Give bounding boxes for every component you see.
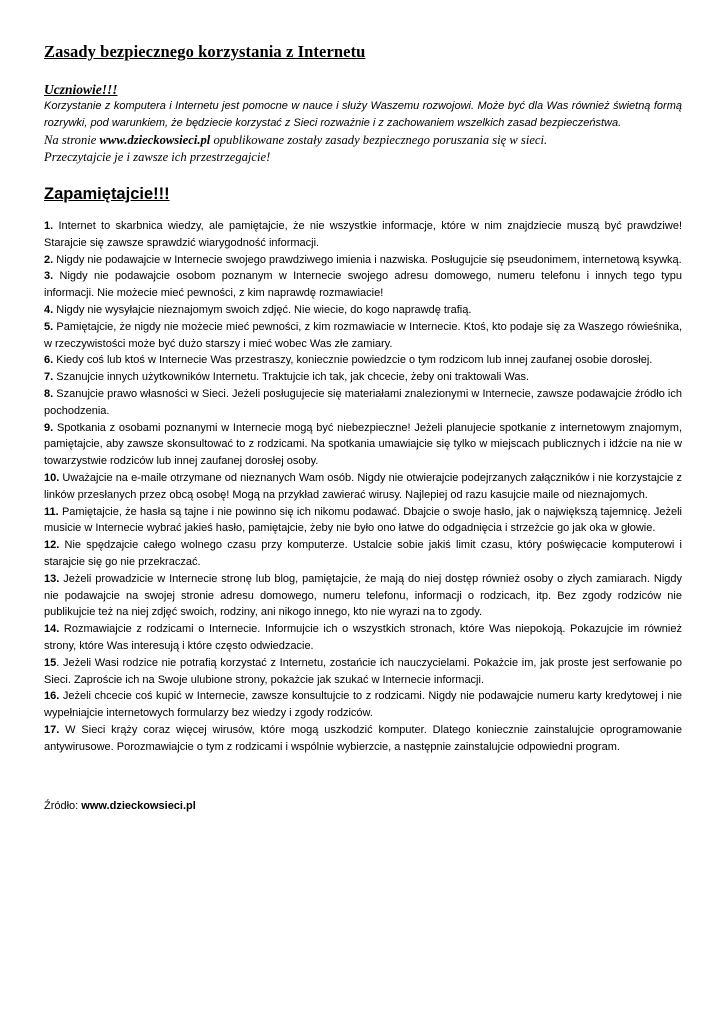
rule-text: Jeżeli prowadzicie w Internecie stronę lub blog, pamiętajcie, że mają do niej dostęp również osoby o złych zamiarach. Nigdy nie podawajcie na swojej stronie adresu domowego, numeru telefonu, informacji o rodzicach, itp. Bez zgody rodziców nie publikujcie też na niej zdjęć swoich, rodziny, ani nikogo innego, kto nie wyrazi na to zgody. <box>44 572 682 619</box>
intro-section <box>44 82 682 165</box>
rule-number: 12. <box>44 539 60 552</box>
rule-number: 5. <box>44 320 54 333</box>
rule-number: 8. <box>44 387 54 400</box>
intro-closing: Przeczytajcie je i zawsze ich przestrzegajcie! <box>44 149 271 164</box>
intro-paragraph: Korzystanie z komputera i Internetu jest pomocne w nauce i służy Waszemu rozwojowi. Może być dla Was również świetną formą rozrywki, pod warunkiem, że będziecie korzystać z Sieci rozważnie i z zachowaniem wszelkich zasad bezpieczeństwa. <box>44 100 682 129</box>
rule-item <box>44 504 682 538</box>
rule-item <box>44 218 682 252</box>
intro-label: Uczniowie!!! <box>44 82 118 97</box>
rule-text: Rozmawiajcie z rodzicami o Internecie. Informujcie ich o wszystkich stronach, które Was niepokoją. Pokazujcie im również strony, które Was interesują i które często odwiedzacie. <box>44 623 682 652</box>
rule-number: 11. <box>44 505 59 518</box>
rule-item <box>44 352 682 369</box>
rule-item <box>44 252 682 269</box>
rule-text: Nie spędzajcie całego wolnego czasu przy komputerze. Ustalcie sobie jakiś limit czasu, który poświęcacie komputerowi i starajcie się go nie przekraczać. <box>44 539 682 568</box>
rule-text: Szanujcie innych użytkowników Internetu. Traktujcie ich tak, jak chcecie, żeby oni traktowali Was. <box>53 371 530 384</box>
rule-number: 4. <box>44 303 54 316</box>
rule-number: 7. <box>44 371 54 384</box>
rule-number: 14. <box>44 623 60 636</box>
rule-number: 13. <box>44 572 60 585</box>
rule-text: Uważajcie na e-maile otrzymane od nieznanych Wam osób. Nigdy nie otwierajcie podejrzanych załączników i nie korzystajcie z linków przesłanych przez obcą osobę! Mogą na przykład zawierać wirusy. Najlepiej od razu kasujcie maile od nieznajomych. <box>44 471 682 501</box>
rule-text: Nigdy nie podawajcie osobom poznanym w Internecie swojego adresu domowego, numeru telefonu i innych tego typu informacji. Nie możecie mieć pewności, z kim naprawdę rozmawiacie! <box>44 270 682 300</box>
document-page <box>44 42 682 812</box>
rule-item <box>44 369 682 386</box>
rule-item <box>44 386 682 420</box>
rule-text: Internet to skarbnica wiedzy, ale pamiętajcie, że nie wszystkie informacje, które w nim znajdziecie muszą być prawdziwe! Starajcie się zawsze sprawdzić wiarygodność informacji. <box>44 220 682 249</box>
rule-number: 3. <box>44 270 54 283</box>
rule-text: Jeżeli chcecie coś kupić w Internecie, zawsze konsultujcie to z rodzicami. Nigdy nie podawajcie numeru karty kredytowej i nie wypełniajcie internetowych formularzy bez wiedzy i zgody rodziców. <box>44 690 682 720</box>
rule-item <box>44 420 682 470</box>
intro-site-suffix: opublikowane zostały zasady bezpiecznego poruszania się w sieci. <box>210 133 548 147</box>
rule-number: 17. <box>44 723 60 736</box>
rule-text: . Jeżeli Wasi rodzice nie potrafią korzystać z Internetu, zostańcie ich nauczycielami. Pokażcie im, jak proste jest serfowanie po Sieci. Zaproście ich na Swoje ulubione strony, pokażcie jak szukać w Internecie informacji. <box>44 656 682 686</box>
rule-item <box>44 268 682 302</box>
rule-number: 10. <box>44 471 60 484</box>
rule-item <box>44 688 682 722</box>
rule-text: Pamiętajcie, że hasła są tajne i nie powinno się ich nikomu podawać. Dbajcie o swoje hasło, jak o największą tajemnicę. Jeżeli musicie w Internecie wybrać jakieś hasło, pamiętajcie, żeby nie było ono łatwe do odgadnięcia i strzeżcie go jak oka w głowie. <box>44 505 682 535</box>
rules-list <box>44 218 682 756</box>
source-url: www.dzieckowsieci.pl <box>81 799 196 812</box>
rule-number: 2. <box>44 253 54 266</box>
rule-text: Spotkania z osobami poznanymi w Internecie mogą być niebezpieczne! Jeżeli planujecie spotkanie z internetowym znajomym, pamiętajcie, aby zawsze skonsultować to z rodzicami. Na spotkania umawiajcie się tylko w miejscach publicznych i idźcie na nie w towarzystwie rodziców lub innej zaufanej dorosłej osoby. <box>44 421 682 468</box>
rule-item <box>44 655 682 689</box>
rule-number: 9. <box>44 421 54 434</box>
rule-number: 1. <box>44 220 54 232</box>
rule-text: Szanujcie prawo własności w Sieci. Jeżeli posługujecie się materiałami znalezionymi w Internecie, zawsze podawajcie źródło ich pochodzenia. <box>44 387 682 417</box>
rule-text: Nigdy nie podawajcie w Internecie swojego prawdziwego imienia i nazwiska. Posługujcie się pseudonimem, internetową ksywką. <box>53 253 682 266</box>
rule-item <box>44 319 682 353</box>
rule-number: 6. <box>44 354 54 367</box>
intro-site-line <box>44 132 682 149</box>
rule-item <box>44 470 682 504</box>
intro-site-url: www.dzieckowsieci.pl <box>99 133 211 147</box>
rule-item <box>44 537 682 571</box>
rule-item <box>44 302 682 319</box>
intro-site-prefix: Na stronie <box>44 133 100 147</box>
rule-item <box>44 571 682 621</box>
rule-number: 15 <box>44 656 57 669</box>
rule-item <box>44 621 682 655</box>
document-title: Zasady bezpiecznego korzystania z Internetu <box>44 42 366 61</box>
source-label: Źródło: <box>44 799 82 812</box>
rule-number: 16. <box>44 690 60 703</box>
rules-heading: Zapamiętajcie!!! <box>44 185 170 203</box>
rule-item <box>44 722 682 756</box>
rule-text: W Sieci krąży coraz więcej wirusów, które mogą uszkodzić komputer. Dlatego koniecznie zainstalujcie oprogramowanie antywirusowe. Porozmawiajcie o tym z rodzicami i wspólnie wybierzcie, a następnie zainstalujcie odpowiedni program. <box>44 723 682 753</box>
rule-text: Nigdy nie wysyłajcie nieznajomym swoich zdjęć. Nie wiecie, do kogo naprawdę trafią. <box>53 303 472 316</box>
rule-text: Pamiętajcie, że nigdy nie możecie mieć pewności, z kim rozmawiacie w Internecie. Ktoś, kto podaje się za Waszego rówieśnika, w rzeczywistości może być dużo starszy i mieć wobec Was złe zamiary. <box>44 320 682 350</box>
source-line <box>44 800 682 812</box>
rule-text: Kiedy coś lub ktoś w Internecie Was przestraszy, koniecznie powiedzcie o tym rodzicom lub innej zaufanej osobie dorosłej. <box>53 354 653 367</box>
